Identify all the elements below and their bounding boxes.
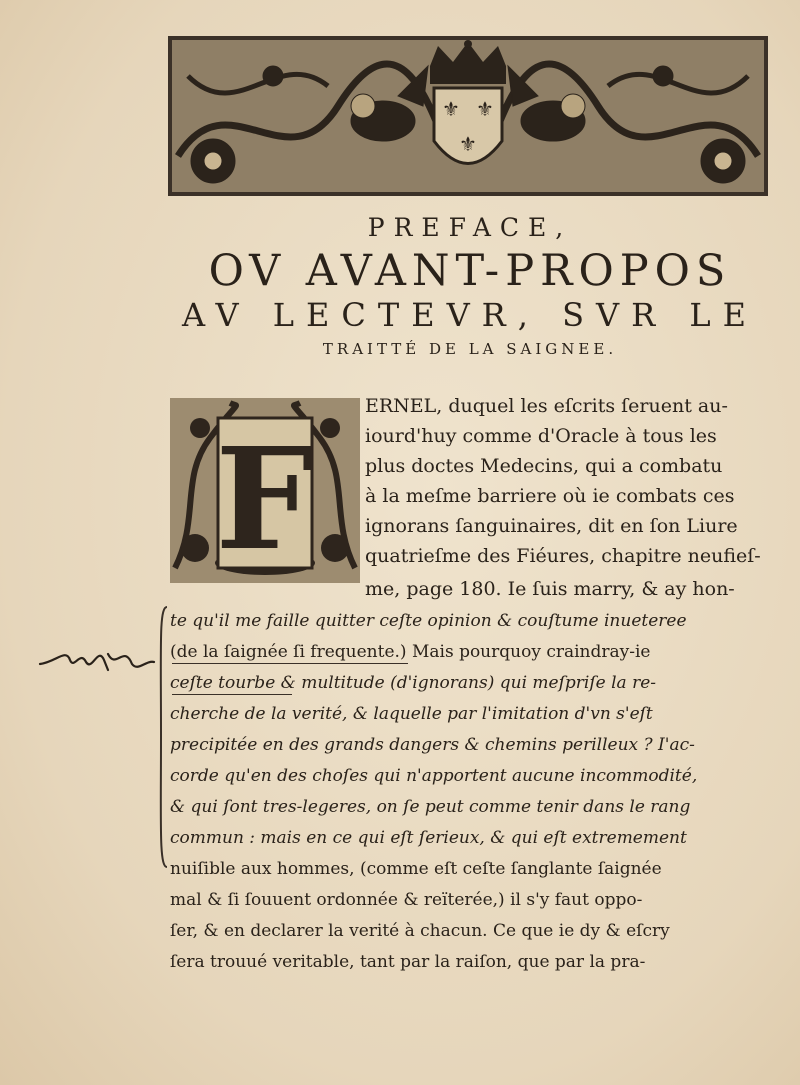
svg-text:⚜: ⚜ [476,97,494,121]
title-line-3: AV LECTEVR, SVR LE [181,296,759,334]
body-line: ſera trouué veritable, tant par la raiſon, que par la pra- [170,952,646,972]
body-line: cherche de la verité, & laquelle par l'imitation d'vn s'eſt [170,704,653,724]
body-line: ceſte tourbe & multitude (d'ignorans) qui meſpriſe la re- [170,673,657,693]
body-line: quatrieſme des Fiéures, chapitre neufieſ- [365,545,761,567]
body-line: ERNEL, duquel les eſcrits ſeruent au- [365,395,728,417]
body-line: commun : mais en ce qui eſt ſerieux, & qui eſt extremement [170,828,687,848]
body-line: iourd'huy comme d'Oracle à tous les [365,425,717,447]
handwritten-note-icon [36,640,156,680]
body-line: corde qu'en des choſes qui n'apportent aucune incommodité, [170,766,698,786]
svg-text:⚜: ⚜ [442,97,460,121]
body-line: te qu'il me faille quitter ceſte opinion & couſtume inueteree [170,611,687,631]
dropcap-letter: F [215,418,315,582]
title-line-4: TRAITTÉ DE LA SAIGNEE. [322,340,618,358]
dropcap-ornament-icon [170,398,360,583]
title-block [150,210,790,364]
svg-text:⚜: ⚜ [459,132,477,156]
body-line: precipitée en des grands dangers & chemins perilleux ? I'ac- [170,735,695,755]
title-line-1: PREFACE, [367,213,573,242]
body-line: plus doctes Medecins, qui a combatu [365,455,723,477]
ink-underline [172,694,292,695]
body-line: & qui ſont tres-legeres, on ſe peut comme tenir dans le rang [170,797,691,817]
body-line: à la meſme barriere où ie combats ces [365,485,735,507]
body-line: (de la ſaignée ſi frequente.) Mais pourquoy craindray-ie [170,642,651,662]
fleur-de-lis-crown-headpiece-icon [168,36,768,196]
body-line: nuiſible aux hommes, (comme eſt ceſte ſanglante ſaignée [170,859,662,879]
ink-underline [172,663,408,664]
body-line: mal & ſi ſouuent ordonnée & reïterée,) il s'y faut oppo- [170,890,643,910]
body-line: ignorans ſanguinaires, dit en ſon Liure [365,515,738,537]
ink-bracket-icon [155,605,171,870]
body-line: me, page 180. Ie ſuis marry, & ay hon- [365,578,735,600]
body-line: ſer, & en declarer la verité à chacun. Ce que ie dy & eſcry [170,921,670,941]
title-line-2: OV AVANT-PROPOS [208,246,732,296]
